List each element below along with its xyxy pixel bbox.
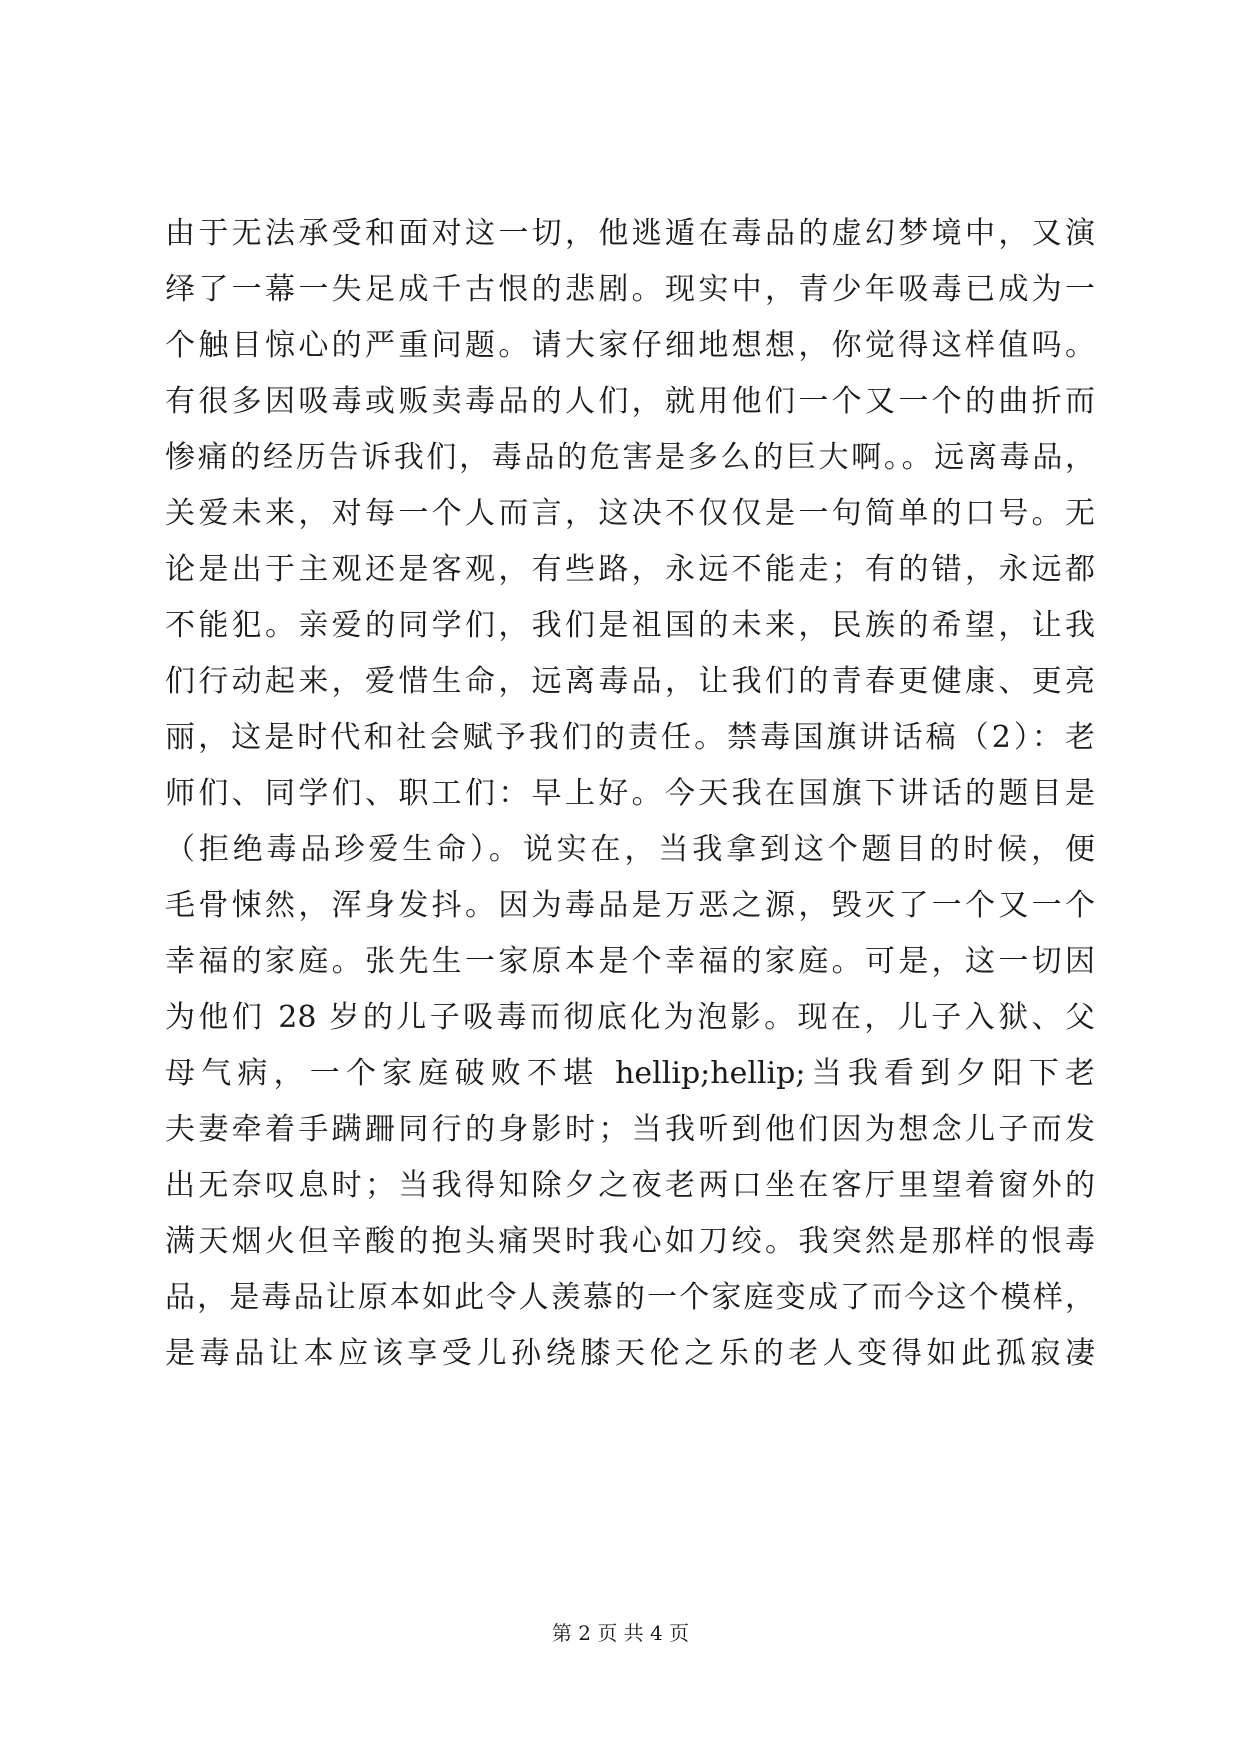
text-line: 有很多因吸毒或贩卖毒品的人们，就用他们一个又一个的曲折而 <box>165 384 1095 419</box>
text-line: 幸福的家庭。张先生一家原本是个幸福的家庭。可是，这一切因 <box>165 944 1095 979</box>
text-line: 品，是毒品让原本如此令人羡慕的一个家庭变成了而今这个模样， <box>165 1280 1095 1315</box>
text-line: （拒绝毒品珍爱生命）。说实在，当我拿到这个题目的时候，便 <box>165 832 1095 867</box>
text-line: 丽，这是时代和社会赋予我们的责任。禁毒国旗讲话稿（2）：老 <box>165 720 1095 755</box>
text-line: 师们、同学们、职工们：早上好。今天我在国旗下讲话的题目是 <box>165 776 1095 811</box>
text-line: 个触目惊心的严重问题。请大家仔细地想想，你觉得这样值吗。 <box>165 328 1095 363</box>
text-line: 夫妻牵着手蹒跚同行的身影时；当我听到他们因为想念儿子而发 <box>165 1112 1095 1147</box>
text-line: 惨痛的经历告诉我们，毒品的危害是多么的巨大啊。。远离毒品， <box>165 440 1095 475</box>
text-line: 母气病，一个家庭破败不堪 hellip;hellip;当我看到夕阳下老 <box>165 1056 1095 1091</box>
text-line: 为他们 28 岁的儿子吸毒而彻底化为泡影。现在，儿子入狱、父 <box>165 1000 1095 1035</box>
text-line: 们行动起来，爱惜生命，远离毒品，让我们的青春更健康、更亮 <box>165 664 1095 699</box>
text-line: 毛骨悚然，浑身发抖。因为毒品是万恶之源，毁灭了一个又一个 <box>165 888 1095 923</box>
text-line: 出无奈叹息时；当我得知除夕之夜老两口坐在客厅里望着窗外的 <box>165 1168 1095 1203</box>
text-line: 不能犯。亲爱的同学们，我们是祖国的未来，民族的希望，让我 <box>165 608 1095 643</box>
text-line: 由于无法承受和面对这一切，他逃遁在毒品的虚幻梦境中，又演 <box>165 216 1095 251</box>
page-footer: 第 2 页 共 4 页 <box>551 1621 690 1645</box>
text-line: 关爱未来，对每一个人而言，这决不仅仅是一句简单的口号。无 <box>165 496 1095 531</box>
text-line: 论是出于主观还是客观，有些路，永远不能走；有的错，永远都 <box>165 552 1095 587</box>
body-text <box>165 206 1095 1382</box>
text-line: 绎了一幕一失足成千古恨的悲剧。现实中，青少年吸毒已成为一 <box>165 272 1095 307</box>
text-line: 是毒品让本应该享受儿孙绕膝天伦之乐的老人变得如此孤寂凄 <box>165 1336 1095 1371</box>
text-line: 满天烟火但辛酸的抱头痛哭时我心如刀绞。我突然是那样的恨毒 <box>165 1224 1095 1259</box>
